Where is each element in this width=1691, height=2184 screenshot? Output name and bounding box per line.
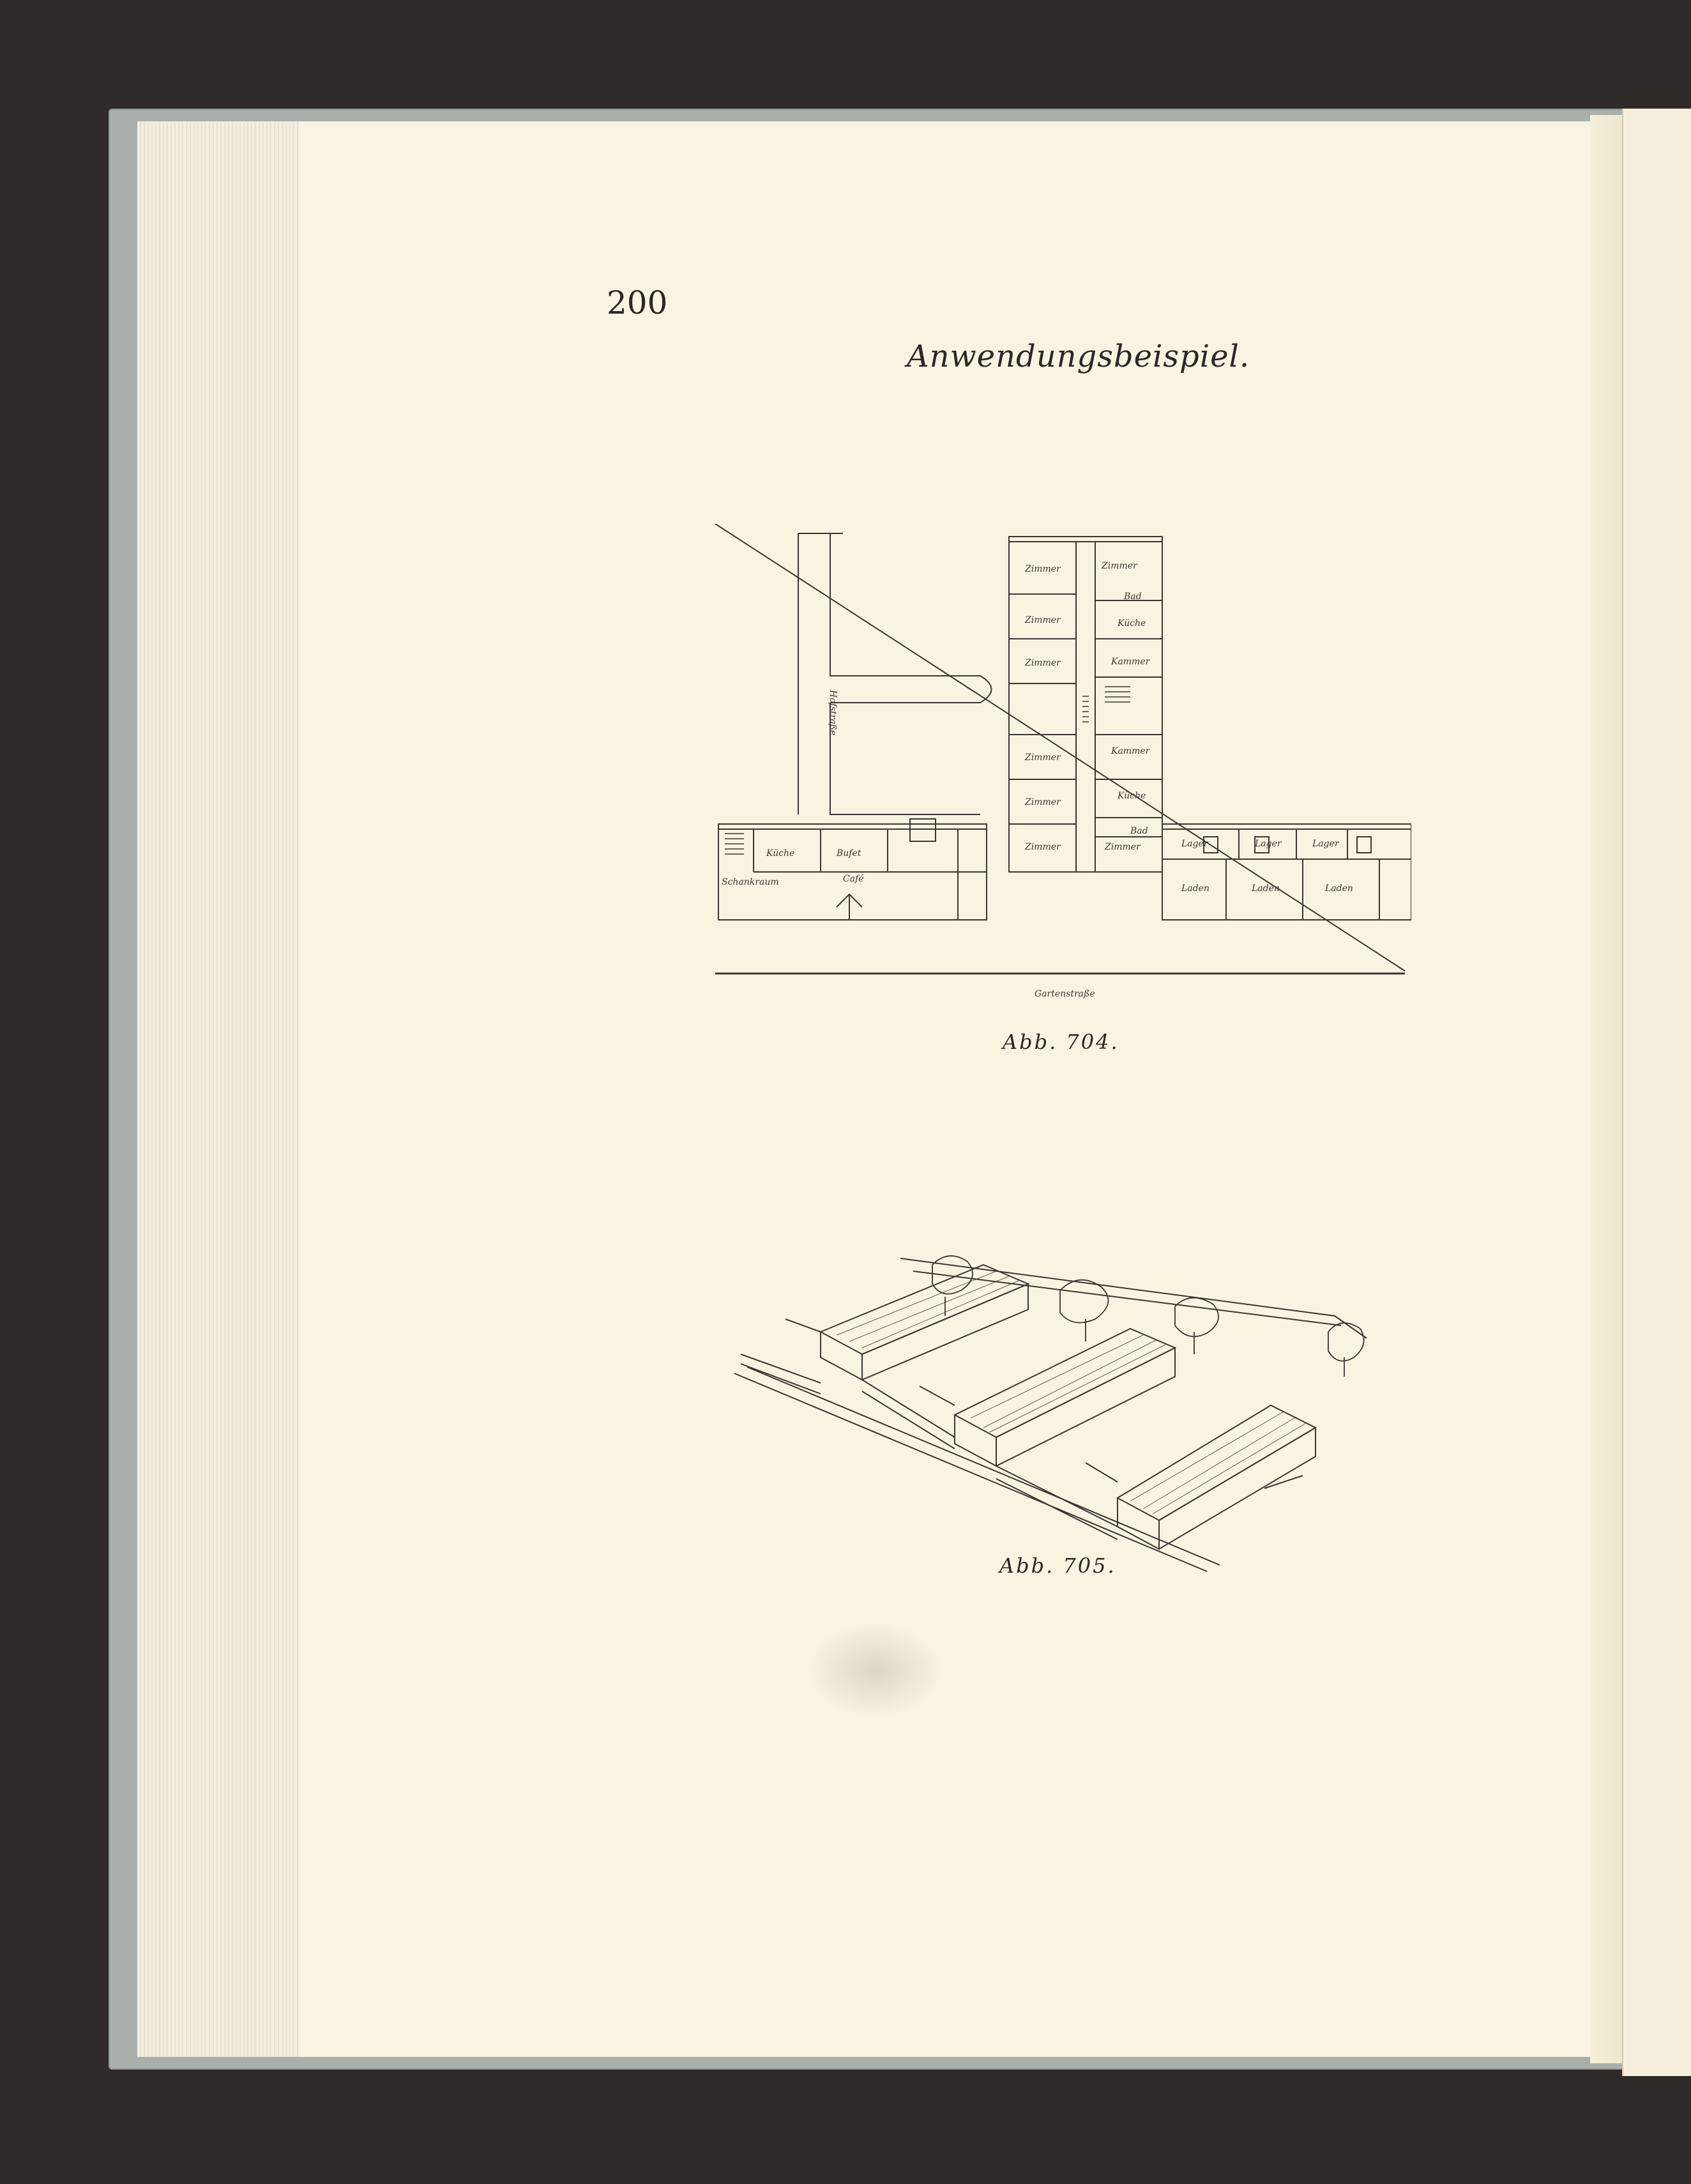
label-zimmer-8: Zimmer [1105,842,1141,852]
label-lager-2: Lager [1255,839,1282,849]
label-cafe: Café [843,874,864,884]
bleed-through-smudge [808,1623,942,1718]
label-zimmer-4: Zimmer [1025,658,1061,668]
figure-floor-plan [709,524,1411,1009]
book-page [300,121,1616,2057]
label-laden-2: Laden [1252,883,1280,894]
page-number: 200 [607,284,668,321]
label-hof: Hofstraße [828,690,838,736]
label-zimmer-6: Zimmer [1025,797,1061,807]
caption-abb-705: Abb. 705. [999,1554,1116,1578]
label-street: Gartenstraße [1035,989,1095,999]
figure-perspective [728,1246,1379,1578]
label-lager-3: Lager [1312,839,1339,849]
label-laden-1: Laden [1181,883,1209,894]
label-zimmer-1: Zimmer [1025,564,1061,574]
label-bad-1: Bad [1124,592,1142,602]
label-kueche-2: Küche [1118,791,1146,801]
label-lager-1: Lager [1181,839,1208,849]
label-schankraum: Schankraum [722,877,779,887]
running-head: Anwendungsbeispiel. [907,339,1250,374]
label-laden-3: Laden [1325,883,1353,894]
label-zimmer-3: Zimmer [1025,615,1061,625]
label-bad-2: Bad [1130,826,1148,836]
label-zimmer-5: Zimmer [1025,752,1061,763]
label-bufet: Bufet [837,848,861,859]
label-kueche-3: Küche [766,848,795,859]
label-zimmer-7: Zimmer [1025,842,1061,852]
page-edges [137,121,305,2057]
label-kammer-2: Kammer [1111,746,1150,756]
label-kueche-1: Küche [1118,618,1146,629]
label-zimmer-2: Zimmer [1102,561,1137,571]
facing-page-edge [1622,109,1691,2076]
label-kammer-1: Kammer [1111,657,1150,667]
caption-abb-704: Abb. 704. [1003,1030,1119,1054]
